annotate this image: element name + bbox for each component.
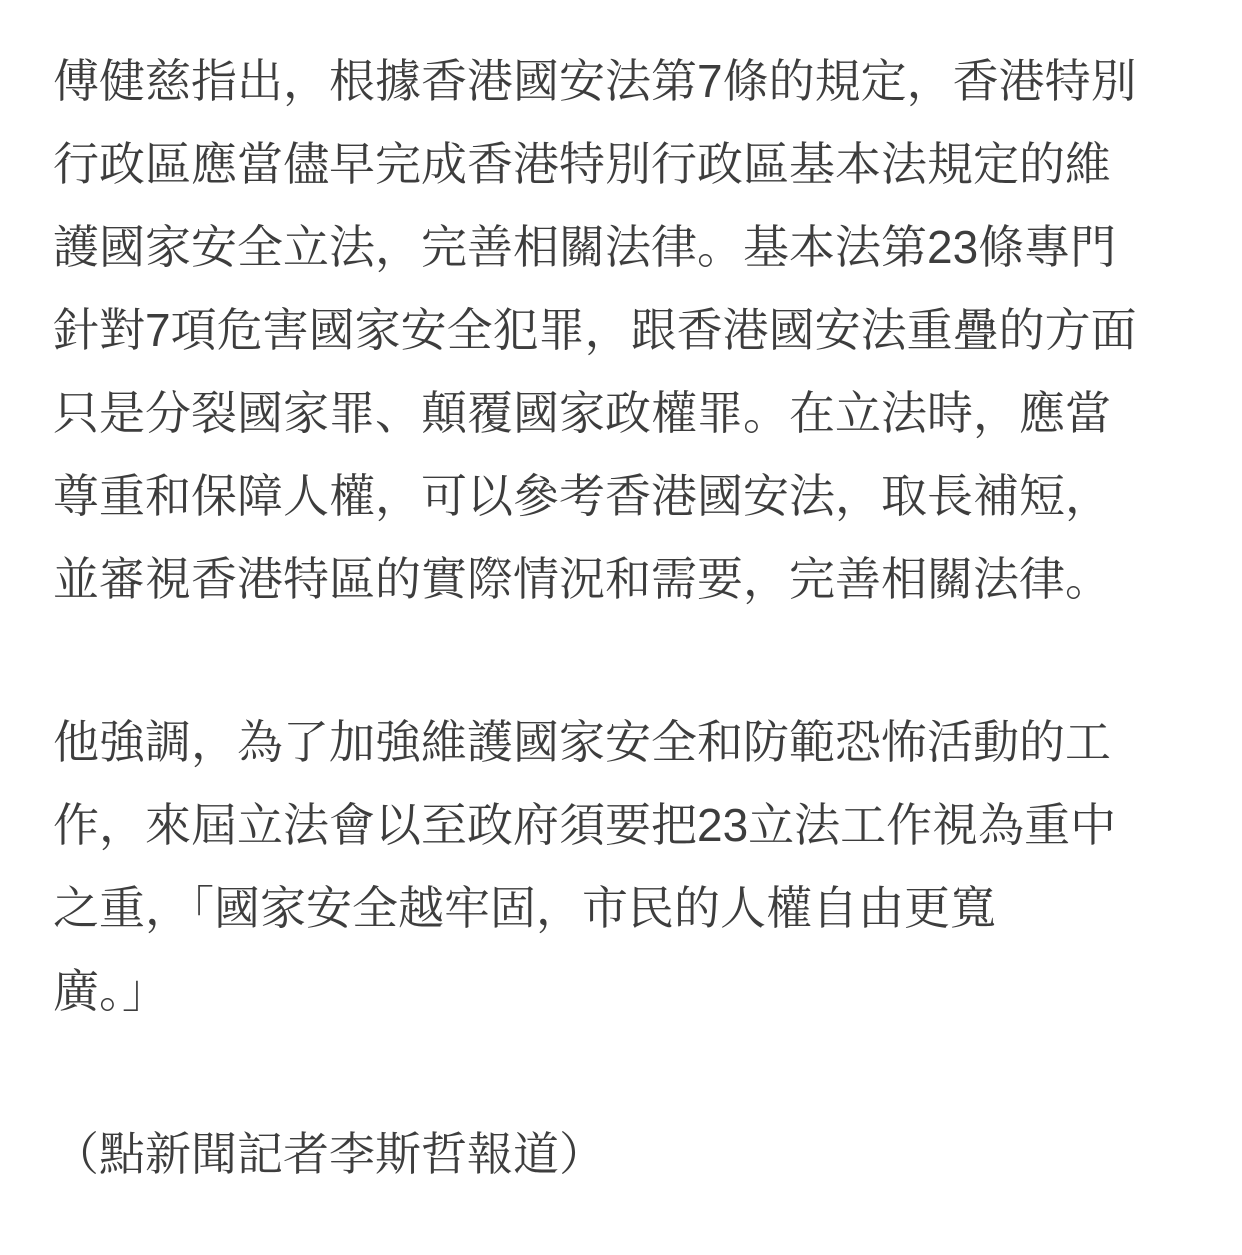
- paragraph-legal-analysis: [53, 40, 1192, 621]
- text-line: 並審視香港特區的實際情況和需要，完善相關法律。: [53, 553, 1111, 605]
- text-line: 之重，「國家安全越牢固，市民的人權自由更寬: [53, 882, 996, 934]
- text-line: 護國家安全立法，完善相關法律。基本法第23條專門: [53, 221, 1117, 273]
- paragraph-emphasis-quote: [53, 701, 1192, 1033]
- text-line: 傅健慈指出，根據香港國安法第7條的規定，香港特別: [53, 55, 1137, 107]
- reporter-credit: （點新聞記者李斯哲報道）: [53, 1128, 605, 1180]
- text-line: 廣。」: [53, 965, 168, 1017]
- text-line: 針對7項危害國家安全犯罪，跟香港國安法重疊的方面: [53, 304, 1137, 356]
- text-line: 尊重和保障人權，可以參考香港國安法，取長補短，: [53, 470, 1111, 522]
- text-line: 作，來屆立法會以至政府須要把23立法工作視為重中: [53, 799, 1117, 851]
- text-line: 只是分裂國家罪、顛覆國家政權罪。在立法時，應當: [53, 387, 1111, 439]
- text-line: 他強調，為了加強維護國家安全和防範恐怖活動的工: [53, 716, 1111, 768]
- text-line: 行政區應當儘早完成香港特別行政區基本法規定的維: [53, 138, 1111, 190]
- paragraph-byline: [53, 1113, 1192, 1196]
